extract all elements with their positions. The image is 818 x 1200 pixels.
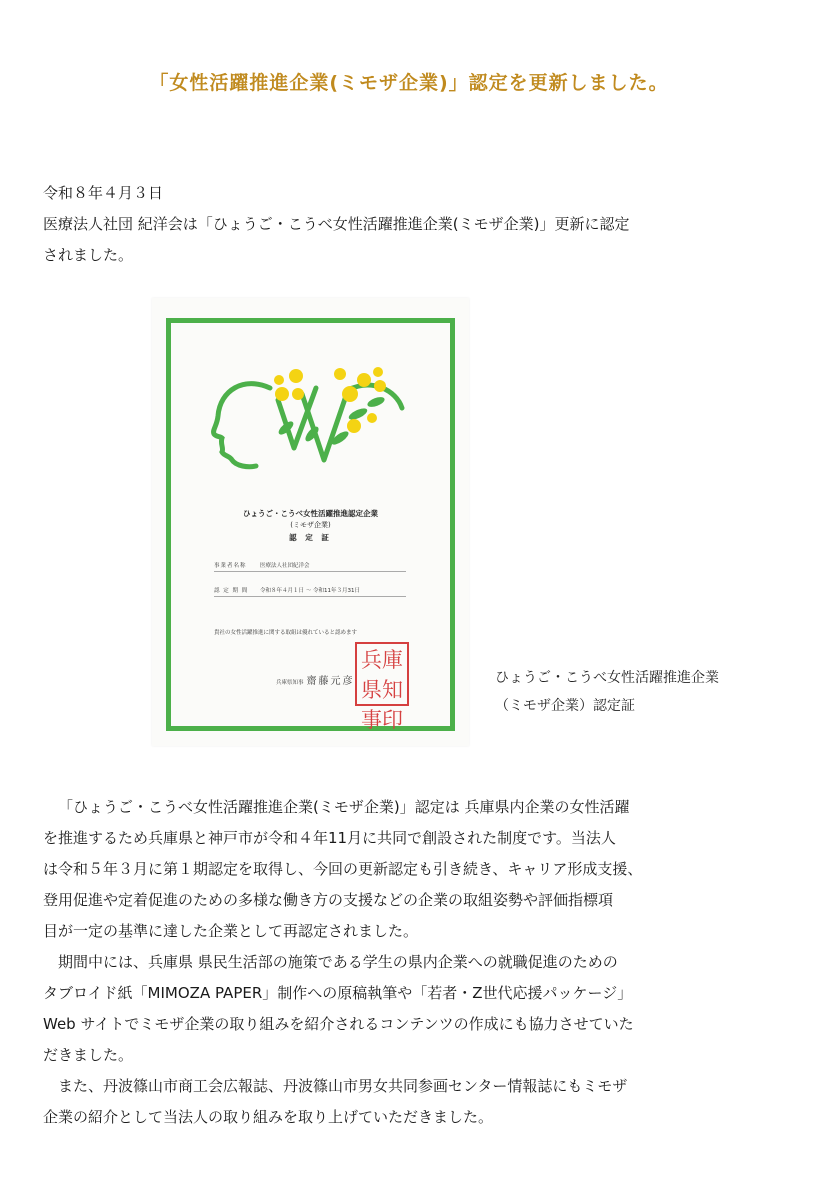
body-line: は令和５年３月に第１期認定を取得し、今回の更新認定も引き続き、キャリア形成支援、 xyxy=(43,860,643,878)
body-line: 「ひょうご・こうべ女性活躍推進企業(ミモザ企業)」認定は 兵庫県内企業の女性活躍 xyxy=(58,798,630,816)
certificate-text-layer xyxy=(152,298,469,746)
body-line: だきました。 xyxy=(43,1046,134,1064)
period-key: 認 定 期 間 xyxy=(214,588,249,594)
intro-line: 医療法人社団 紀洋会は「ひょうご・こうべ女性活躍推進企業(ミモザ企業)」更新に認定 xyxy=(43,215,630,233)
business-key: 事業者名称 xyxy=(214,563,247,569)
governor-name: 齋藤元彦 xyxy=(306,676,355,687)
governor-seal: 兵庫県知事印 xyxy=(355,642,409,706)
certificate-subheading: (ミモザ企業) xyxy=(290,521,331,529)
body-line: を推進するため兵庫県と神戸市が令和４年11月に共同で創設された制度です。当法人 xyxy=(43,829,616,847)
certificate-label: 認 定 証 xyxy=(289,533,332,542)
caption-line: （ミモザ企業）認定証 xyxy=(495,698,635,714)
certificate-period-row xyxy=(214,586,404,594)
intro-line: されました。 xyxy=(43,246,134,264)
body-line: 目が一定の基準に達した企業として再認定されました。 xyxy=(43,922,419,940)
business-value: 医療法人社団紀洋会 xyxy=(260,563,310,569)
certificate-heading: ひょうご・こうべ女性活躍推進認定企業 xyxy=(243,509,378,518)
body-text xyxy=(43,792,778,1133)
announcement-date: 令和８年４月３日 xyxy=(43,184,164,202)
certificate-note: 貴社の女性活躍推進に関する取組は優れていると認めます xyxy=(214,630,358,636)
divider xyxy=(214,571,406,572)
body-line: Web サイトでミモザ企業の取り組みを紹介されるコンテンツの作成にも協力させていた xyxy=(43,1015,634,1033)
certificate-caption xyxy=(495,664,719,720)
governor-title: 兵庫県知事 xyxy=(276,680,304,686)
body-line: 企業の紹介として当法人の取り組みを取り上げていただきました。 xyxy=(43,1108,494,1126)
body-line: 期間中には、兵庫県 県民生活部の施策である学生の県内企業への就職促進のための xyxy=(58,953,618,971)
governor-signature xyxy=(276,672,355,687)
period-value: 令和８年４月１日 ～ 令和11年３月31日 xyxy=(260,588,360,594)
page-title: 「女性活躍推進企業(ミモザ企業)」認定を更新しました。 xyxy=(149,72,669,94)
caption-line: ひょうご・こうべ女性活躍推進企業 xyxy=(495,670,719,686)
divider xyxy=(214,596,406,597)
body-line: タブロイド紙「MIMOZA PAPER」制作への原稿執筆や「若者・Z世代応援パッケージ」 xyxy=(43,984,633,1002)
body-line: 登用促進や定着促進のための多様な働き方の支援などの企業の取組姿勢や評価指標項 xyxy=(43,891,614,909)
body-line: また、丹波篠山市商工会広報誌、丹波篠山市男女共同参画センター情報誌にもミモザ xyxy=(58,1077,628,1095)
certificate-business-row xyxy=(214,561,404,569)
intro-section xyxy=(43,178,783,271)
